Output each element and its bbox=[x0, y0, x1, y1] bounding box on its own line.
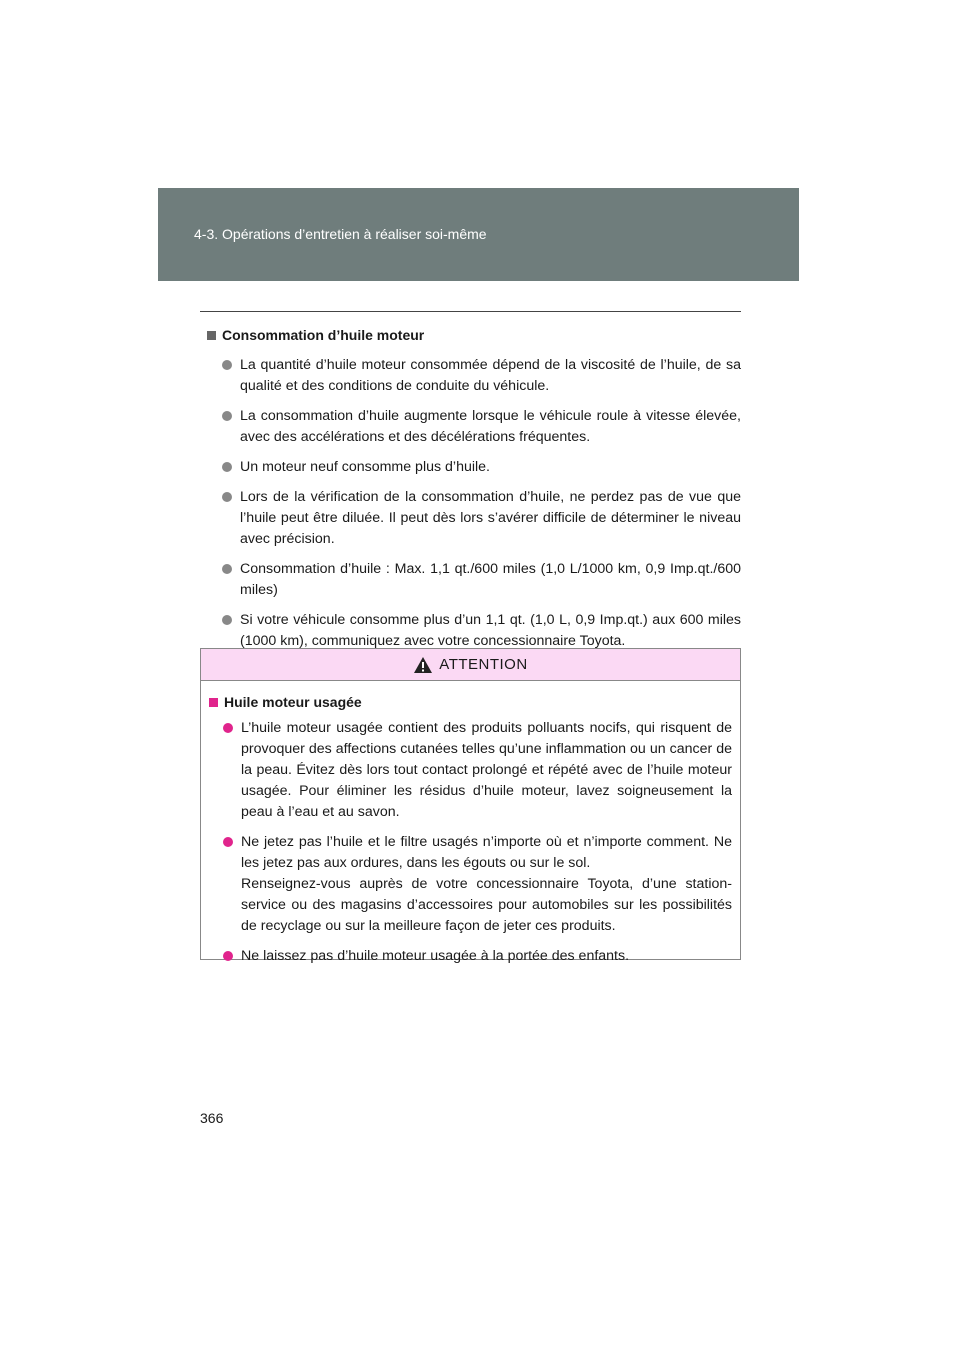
attention-body bbox=[201, 681, 740, 967]
list-item: Un moteur neuf consomme plus d’huile. bbox=[200, 457, 741, 478]
list-item: Si votre véhicule consomme plus d’un 1,1 qt. (1,0 L, 0,9 Imp.qt.) aux 600 miles (1000 km), communiquez avec votre concessionnaire Toyota. bbox=[200, 610, 741, 652]
attention-title: ATTENTION bbox=[439, 656, 528, 673]
list-item: Ne jetez pas l’huile et le filtre usagés n’importe où et n’importe comment. Ne les jetez pas aux ordures, dans les égouts ou sur le sol. Renseignez-vous auprès de votre concessionnaire Toyota, d’une station-service ou des magasins d’accessoires pour automobiles sur les possibilités de recyclage ou sur la meilleure façon de jeter ces produits. bbox=[209, 832, 732, 937]
list-item: L’huile moteur usagée contient des produits polluants nocifs, qui risquent de provoquer des affections cutanées telles qu’une inflammation ou un cancer de la peau. Évitez dès lors tout contact prolongé et répété avec de l’huile moteur usagée. Pour éliminer les résidus d’huile moteur, lavez soigneusement la peau à l’eau et au savon. bbox=[209, 718, 732, 823]
section-title: 4-3. Opérations d’entretien à réaliser soi-même bbox=[194, 226, 487, 242]
round-bullet-icon bbox=[222, 411, 232, 421]
consumption-heading: Consommation d’huile moteur bbox=[207, 327, 741, 343]
page-number: 366 bbox=[200, 1110, 224, 1126]
round-bullet-icon bbox=[222, 360, 232, 370]
attention-box bbox=[200, 648, 741, 964]
round-bullet-icon bbox=[223, 951, 233, 961]
list-item: Lors de la vérification de la consommation d’huile, ne perdez pas de vue que l’huile peut être diluée. Il peut dès lors s’avérer difficile de déterminer le niveau avec précision. bbox=[200, 487, 741, 550]
round-bullet-icon bbox=[222, 462, 232, 472]
list-item: La consommation d’huile augmente lorsque le véhicule roule à vitesse élevée, avec des accélérations et des décélérations fréquentes. bbox=[200, 406, 741, 448]
consumption-section bbox=[200, 327, 741, 661]
list-item: Ne laissez pas d’huile moteur usagée à la portée des enfants. bbox=[209, 946, 732, 967]
attention-heading: Huile moteur usagée bbox=[209, 694, 732, 710]
round-bullet-icon bbox=[222, 564, 232, 574]
list-item: La quantité d’huile moteur consommée dépend de la viscosité de l’huile, de sa qualité et des conditions de conduite du véhicule. bbox=[200, 355, 741, 397]
attention-header bbox=[201, 649, 740, 681]
square-bullet-icon bbox=[209, 698, 218, 707]
header-band bbox=[158, 188, 799, 281]
round-bullet-icon bbox=[222, 615, 232, 625]
square-bullet-icon bbox=[207, 331, 216, 340]
round-bullet-icon bbox=[223, 837, 233, 847]
round-bullet-icon bbox=[223, 723, 233, 733]
warning-triangle-icon bbox=[413, 656, 433, 674]
divider-rule bbox=[200, 311, 741, 312]
list-item: Consommation d’huile : Max. 1,1 qt./600 miles (1,0 L/1000 km, 0,9 Imp.qt./600 miles) bbox=[200, 559, 741, 601]
round-bullet-icon bbox=[222, 492, 232, 502]
